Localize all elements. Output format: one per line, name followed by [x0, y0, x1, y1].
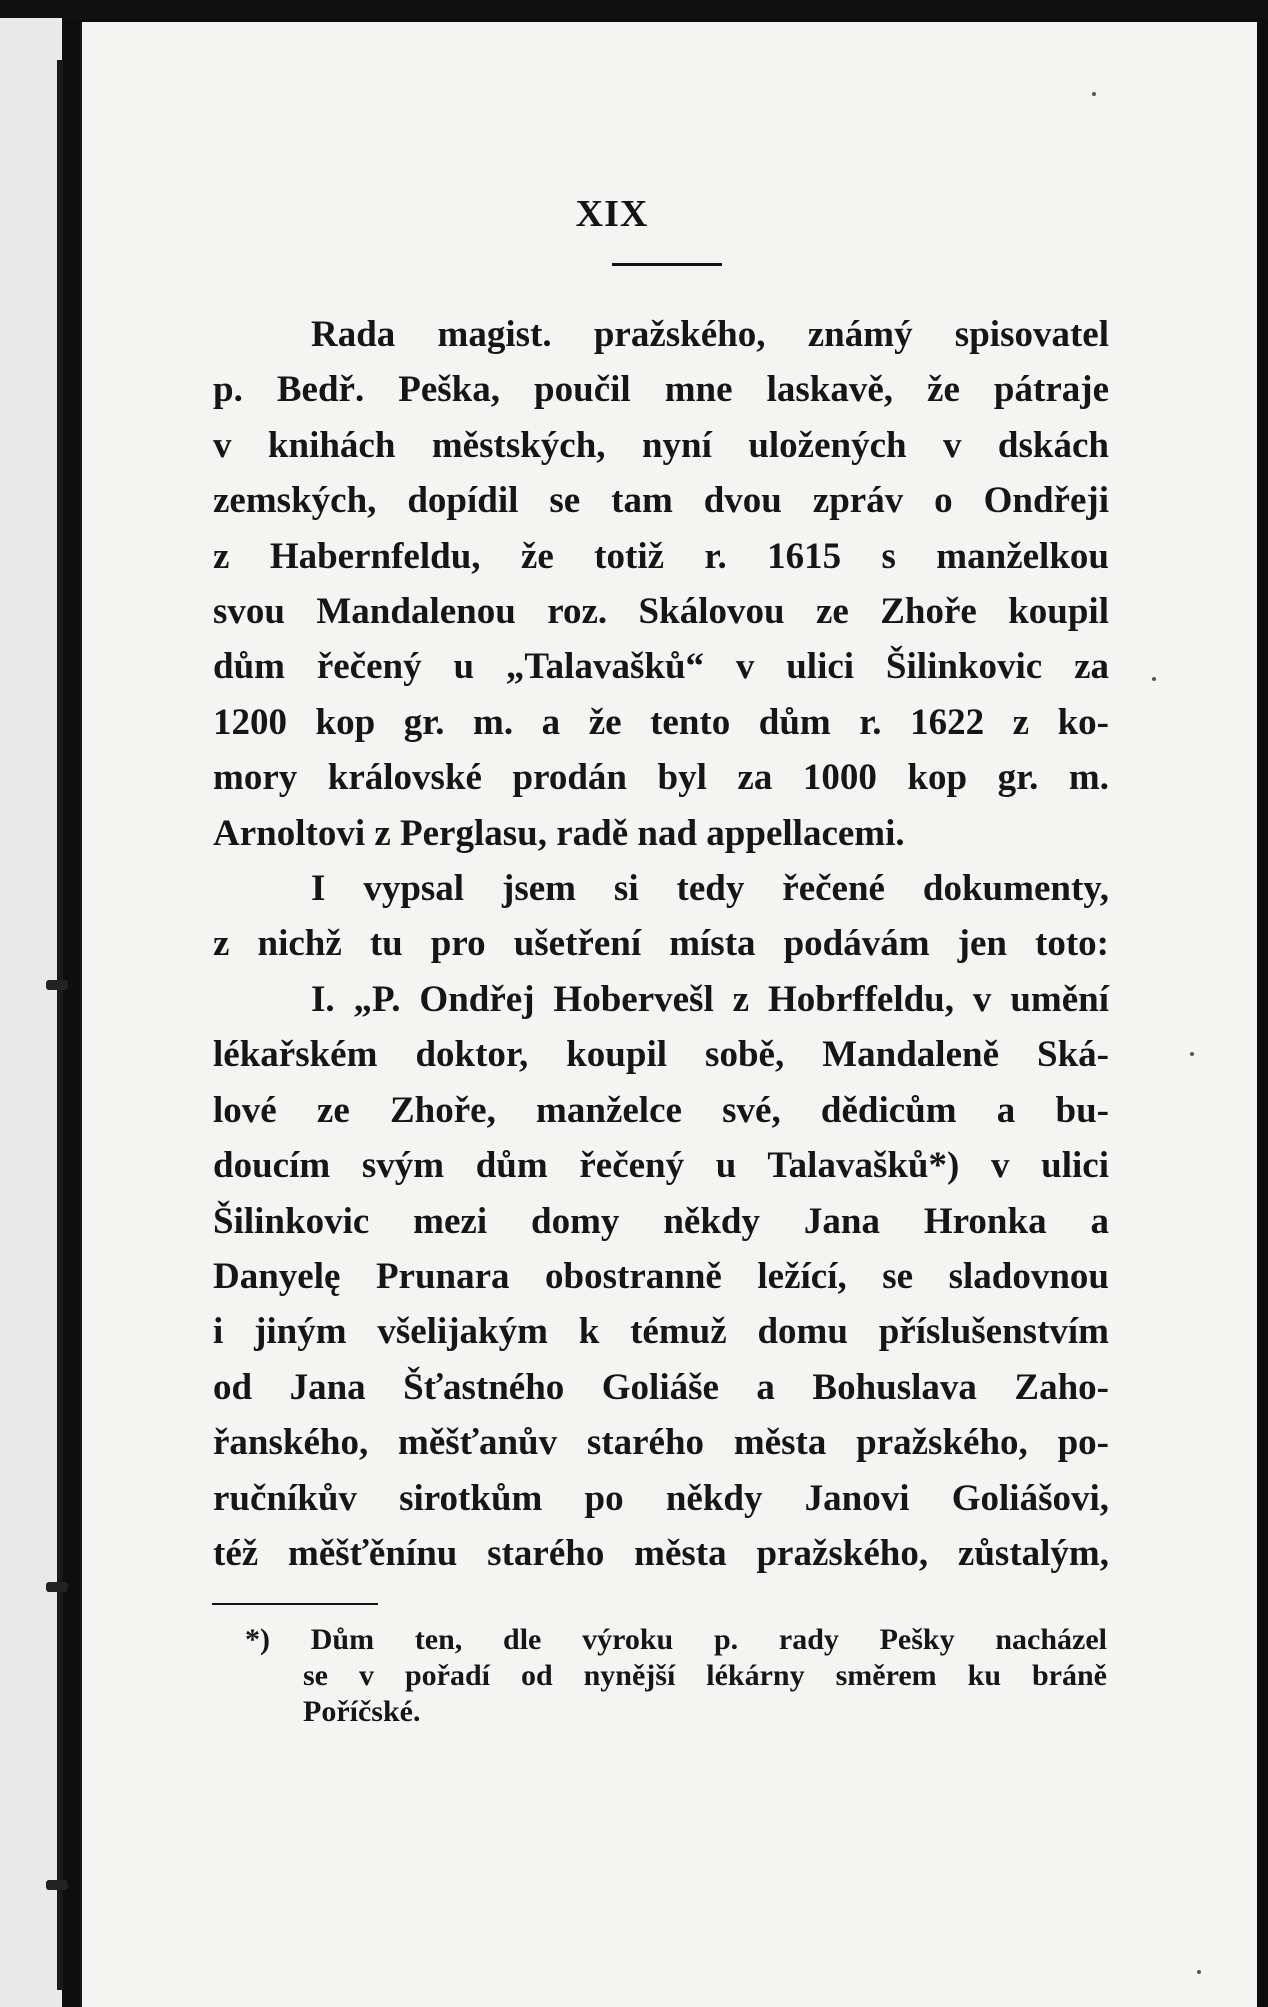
text-line: zemských, dopídil se tam dvou zpráv o Ondřeji — [213, 480, 1109, 522]
page-number: XIX — [575, 193, 649, 235]
text-line: Danyelę Prunara obostranně ležící, se sladovnou — [213, 1255, 1109, 1297]
text-line: dům řečený u „Talavašků“ v ulici Šilinkovic za — [213, 646, 1109, 688]
text-line: lékařském doktor, koupil sobě, Mandaleně Ská- — [213, 1034, 1109, 1076]
text-line: lové ze Zhoře, manželce své, dědicům a bu- — [213, 1089, 1109, 1131]
page-body — [213, 307, 1109, 1581]
print-speck — [1092, 92, 1096, 96]
text-line: mory královské prodán byl za 1000 kop gr. m. — [213, 757, 1109, 799]
scan-top-border — [0, 0, 1268, 18]
text-line: od Jana Šťastného Goliáše a Bohuslava Zaho- — [213, 1366, 1109, 1408]
text-line: p. Bedř. Peška, poučil mne laskavě, že pátraje — [213, 369, 1109, 411]
footnote-text: Dům ten, dle výroku p. rady Pešky nacházel — [310, 1623, 1107, 1656]
text-line: Rada magist. pražského, známý spisovatel — [311, 314, 1109, 355]
text-line: I vypsal jsem si tedy řečené dokumenty, — [311, 868, 1109, 910]
footnote-line: Poříčské. — [303, 1695, 421, 1728]
text-line: 1200 kop gr. m. a že tento dům r. 1622 z ko- — [213, 701, 1109, 743]
print-speck — [1152, 677, 1156, 681]
footnote-line — [245, 1622, 1107, 1658]
text-line: z nichž tu pro ušetření místa podávám jen toto: — [213, 923, 1109, 965]
footnote — [245, 1622, 1107, 1730]
text-line: Šilinkovic mezi domy někdy Jana Hronka a — [213, 1200, 1109, 1242]
text-line: i jiným všelijakým k témuž domu příslušenstvím — [213, 1311, 1109, 1353]
text-line: též měšťěnínu starého města pražského, zůstalým, — [213, 1532, 1109, 1574]
text-line: I. „P. Ondřej Hobervešl z Hobrffeldu, v umění — [311, 978, 1109, 1020]
page-number-underline — [612, 263, 722, 266]
text-line: z Habernfeldu, že totiž r. 1615 s manželkou — [213, 535, 1109, 577]
text-line: svou Mandalenou roz. Skálovou ze Zhoře koupil — [213, 591, 1109, 633]
footnote-marker: *) — [245, 1623, 270, 1656]
text-line: doucím svým dům řečený u Talavašků*) v ulici — [213, 1145, 1109, 1187]
text-line: ručníkův sirotkům po někdy Janovi Goliášovi, — [213, 1477, 1109, 1519]
text-line: Arnoltovi z Perglasu, radě nad appellacemi. — [213, 812, 905, 854]
text-line: v knihách městských, nyní uložených v dskách — [213, 424, 1109, 466]
print-speck — [1197, 1970, 1201, 1974]
spine-mark — [46, 980, 68, 990]
footnote-line: se v pořadí od nynější lékárny směrem ku bráně — [303, 1659, 1107, 1692]
facing-page-edge — [0, 18, 62, 2007]
spine-mark — [46, 1880, 68, 1890]
text-line: řanského, měšťanův starého města pražského, po- — [213, 1422, 1109, 1464]
book-spine — [57, 60, 63, 1990]
spine-mark — [46, 1582, 68, 1592]
print-speck — [1190, 1052, 1194, 1056]
footnote-separator — [212, 1603, 378, 1605]
